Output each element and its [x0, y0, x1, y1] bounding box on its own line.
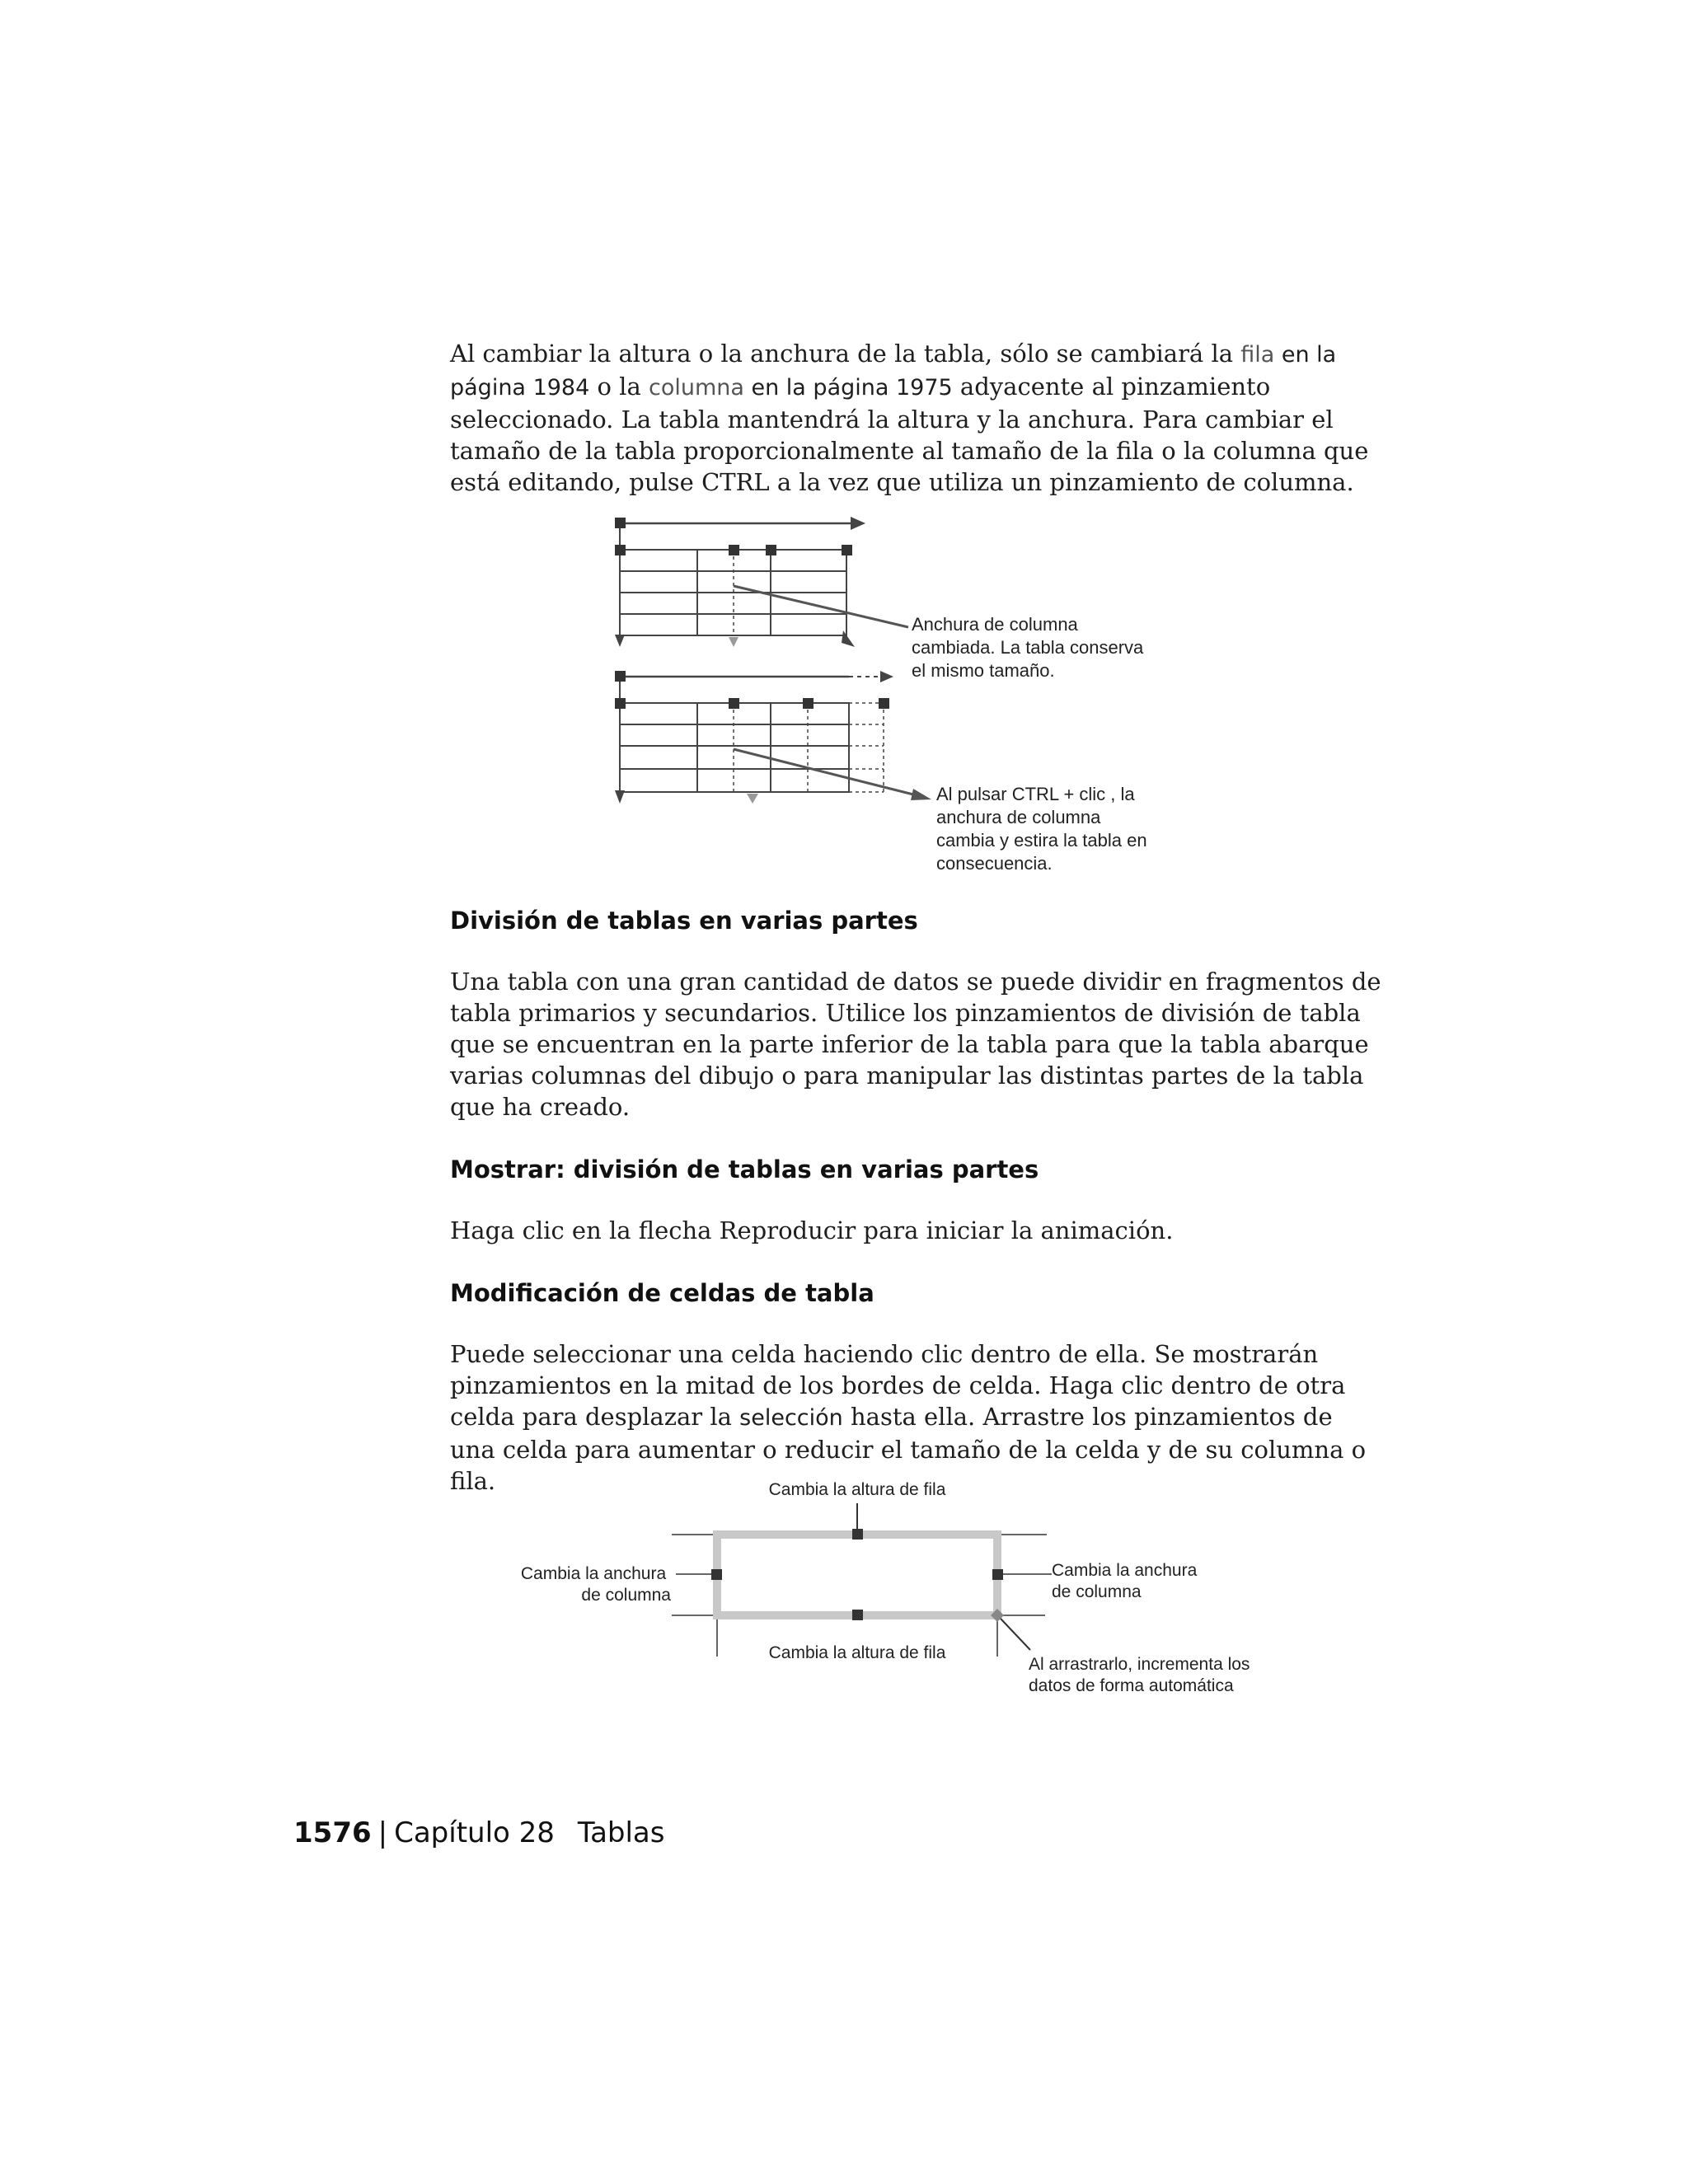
intro-text-3: adyacente al pinzamiento seleccionado. La tabla mantendrá la altura y la anchura. Para cambiar el tamaño de la tabla proporcionalmente al tamaño de la fila o la columna que está editando, pulse CTRL a la vez que utiliza un pinzamiento de columna.	[450, 373, 1369, 496]
label-top-row-height: Cambia la altura de fila	[768, 1480, 946, 1499]
label-autofill: Al arrastrarlo, incrementa los datos de forma automática	[1029, 1655, 1250, 1695]
bottom-table-diagram	[615, 671, 931, 804]
grip-top[interactable]	[852, 1529, 863, 1540]
intro-text-1: Al cambiar la altura o la anchura de la tabla, sólo se cambiará la	[450, 340, 1241, 368]
grip-handle[interactable]	[615, 518, 626, 528]
intro-paragraph	[450, 338, 1381, 498]
callout-ctrl-click: Al pulsar CTRL + clic , la anchura de columna cambia y estira la tabla en consecuencia.	[936, 784, 1147, 874]
label-right-column-width: Cambia la anchura de columna	[1052, 1561, 1198, 1601]
grip-handle[interactable]	[766, 545, 776, 555]
page-number: 1576	[293, 1816, 372, 1849]
grip-handle[interactable]	[615, 671, 626, 682]
callout-width-changed: Anchura de columna cambiada. La tabla conserva el mismo tamaño.	[912, 614, 1144, 681]
label-bottom-row-height: Cambia la altura de fila	[768, 1643, 946, 1662]
label-left-column-width: Cambia la anchura de columna	[520, 1564, 671, 1605]
section-heading-split: División de tablas en varias partes	[450, 907, 918, 935]
intro-text-2: o la	[589, 373, 649, 401]
section-heading-cells: Modificación de celdas de tabla	[450, 1279, 874, 1307]
cells-paragraph	[450, 1338, 1381, 1497]
cells-text-2: hasta ella. Arrastre los pinzamientos de una celda para aumentar o reducir el tamaño de la celda y de su columna o fila.	[450, 1403, 1367, 1495]
page-ref-fila: en la página 1984	[450, 342, 1337, 401]
grip-handle[interactable]	[879, 698, 889, 709]
grip-handle[interactable]	[842, 545, 852, 555]
footer-separator: |	[377, 1816, 388, 1849]
top-table-diagram	[615, 517, 908, 647]
grip-right[interactable]	[992, 1569, 1003, 1580]
grip-handle[interactable]	[615, 698, 626, 709]
grip-handle[interactable]	[615, 545, 626, 555]
footer-chapter: Capítulo 28	[394, 1816, 555, 1849]
cells-selection-term: selección	[739, 1405, 843, 1431]
grip-bottom[interactable]	[852, 1610, 863, 1620]
cell-grips-figure	[511, 1475, 1269, 1706]
grip-handle[interactable]	[729, 545, 739, 555]
footer-title: Tablas	[577, 1816, 665, 1849]
grip-left[interactable]	[711, 1569, 722, 1580]
grip-handle[interactable]	[803, 698, 814, 709]
page-ref-columna: en la página 1975	[743, 375, 953, 401]
selected-cell[interactable]	[717, 1535, 997, 1615]
page-footer	[293, 1816, 664, 1849]
animation-paragraph: Haga clic en la flecha Reproducir para iniciar la animación.	[450, 1216, 1174, 1244]
cells-text-1: Puede seleccionar una celda haciendo clic dentro de ella. Se mostrarán pinzamientos en la mitad de los bordes de celda. Haga clic dentro de otra celda para desplazar la	[450, 1340, 1346, 1431]
link-fila[interactable]: fila	[1240, 342, 1275, 368]
column-width-figure	[602, 507, 1195, 886]
split-paragraph: Una tabla con una gran cantidad de datos se puede dividir en fragmentos de tabla primarios y secundarios. Utilice los pinzamientos de división de tabla que se encuentran en la parte inferior de la tabla para que la tabla abarque varias columnas del dibujo o para manipular las distintas partes de la tabla que ha creado.	[450, 968, 1381, 1121]
link-columna[interactable]: columna	[648, 375, 744, 401]
grip-handle[interactable]	[729, 698, 739, 709]
section-heading-show: Mostrar: división de tablas en varias partes	[450, 1155, 1039, 1183]
